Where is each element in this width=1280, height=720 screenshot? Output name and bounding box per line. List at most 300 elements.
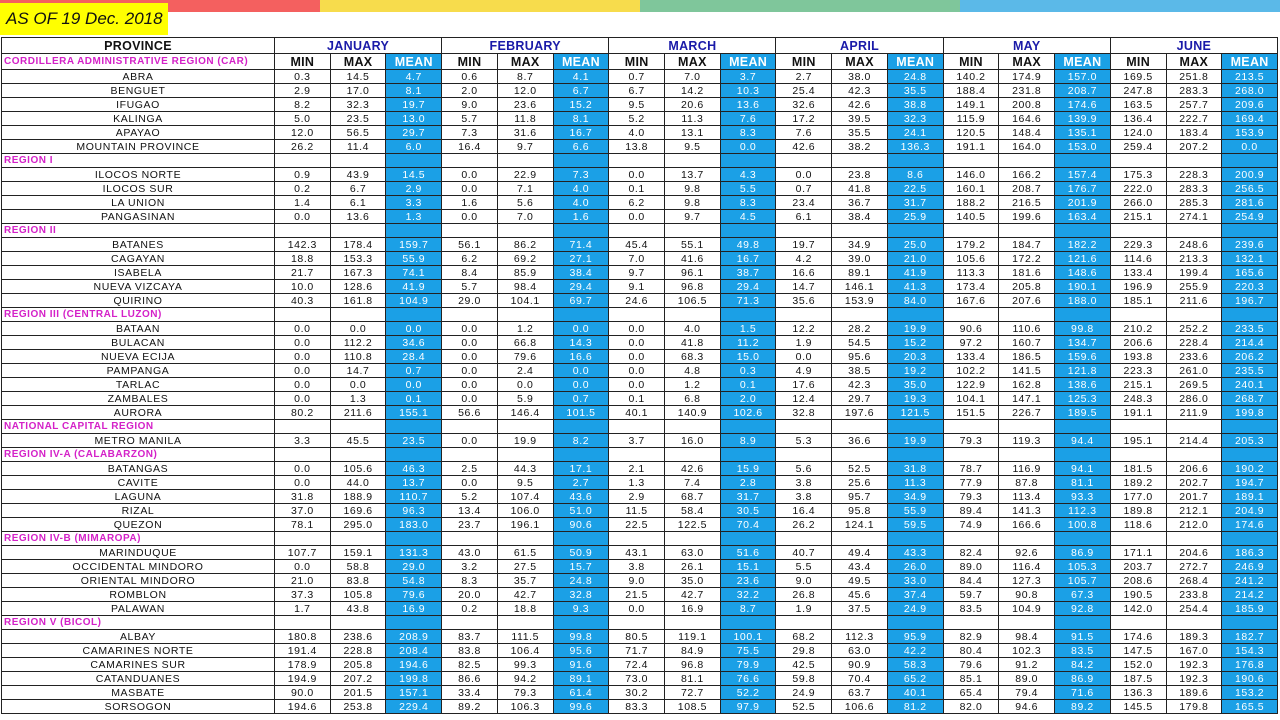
empty-cell: [275, 224, 331, 238]
max-value: 196.1: [497, 518, 553, 532]
province-name: ILOCOS SUR: [2, 182, 275, 196]
mean-value: 43.6: [553, 490, 609, 504]
empty-cell: [832, 308, 888, 322]
mean-value: 235.5: [1222, 364, 1278, 378]
mean-value: 89.2: [1055, 700, 1111, 714]
empty-cell: [330, 224, 386, 238]
month-header: FEBRUARY: [442, 38, 609, 54]
empty-cell: [330, 532, 386, 546]
max-header: MAX: [665, 54, 721, 70]
max-value: 179.8: [1166, 700, 1222, 714]
min-value: 0.0: [442, 210, 498, 224]
max-value: 112.3: [832, 630, 888, 644]
min-value: 21.0: [275, 574, 331, 588]
max-value: 81.1: [665, 672, 721, 686]
mean-value: 153.2: [1222, 686, 1278, 700]
min-value: 6.2: [609, 196, 665, 210]
mean-value: 157.1: [386, 686, 442, 700]
mean-value: 52.2: [720, 686, 776, 700]
min-value: 195.1: [1110, 434, 1166, 448]
mean-value: 105.7: [1055, 574, 1111, 588]
empty-cell: [887, 308, 943, 322]
min-value: 0.0: [609, 168, 665, 182]
min-value: 179.2: [943, 238, 999, 252]
min-value: 13.8: [609, 140, 665, 154]
max-value: 199.4: [1166, 266, 1222, 280]
empty-cell: [497, 154, 553, 168]
min-value: 25.4: [776, 84, 832, 98]
table-row: [2, 574, 1278, 588]
min-value: 0.0: [442, 378, 498, 392]
min-value: 5.2: [609, 112, 665, 126]
mean-value: 79.6: [386, 588, 442, 602]
mean-value: 131.3: [386, 546, 442, 560]
mean-header: MEAN: [1055, 54, 1111, 70]
max-value: 112.2: [330, 336, 386, 350]
min-value: 21.5: [609, 588, 665, 602]
table-row: [2, 504, 1278, 518]
mean-value: 134.7: [1055, 336, 1111, 350]
province-name: ORIENTAL MINDORO: [2, 574, 275, 588]
min-value: 78.1: [275, 518, 331, 532]
min-value: 0.0: [275, 560, 331, 574]
max-value: 23.6: [497, 98, 553, 112]
min-value: 208.6: [1110, 574, 1166, 588]
min-value: 5.0: [275, 112, 331, 126]
empty-cell: [720, 420, 776, 434]
max-value: 49.5: [832, 574, 888, 588]
mean-value: 239.6: [1222, 238, 1278, 252]
min-value: 0.0: [776, 168, 832, 182]
mean-value: 49.8: [720, 238, 776, 252]
province-name: MARINDUQUE: [2, 546, 275, 560]
max-value: 0.0: [330, 322, 386, 336]
max-value: 164.0: [999, 140, 1055, 154]
province-name: ISABELA: [2, 266, 275, 280]
region-row: [2, 420, 1278, 434]
month-header: MARCH: [609, 38, 776, 54]
min-value: 0.0: [275, 392, 331, 406]
min-value: 17.6: [776, 378, 832, 392]
min-value: 2.9: [275, 84, 331, 98]
max-value: 6.8: [665, 392, 721, 406]
max-value: 213.3: [1166, 252, 1222, 266]
min-value: 56.1: [442, 238, 498, 252]
max-value: 49.4: [832, 546, 888, 560]
empty-cell: [720, 448, 776, 462]
mean-value: 188.0: [1055, 294, 1111, 308]
province-name: ILOCOS NORTE: [2, 168, 275, 182]
mean-value: 71.3: [720, 294, 776, 308]
max-value: 95.6: [832, 350, 888, 364]
min-value: 74.9: [943, 518, 999, 532]
mean-value: 32.2: [720, 588, 776, 602]
region-label: REGION IV-A (CALABARZON): [2, 448, 275, 462]
mean-value: 19.9: [887, 434, 943, 448]
empty-cell: [1110, 154, 1166, 168]
max-value: 183.4: [1166, 126, 1222, 140]
mean-value: 70.4: [720, 518, 776, 532]
empty-cell: [386, 224, 442, 238]
mean-value: 174.6: [1222, 518, 1278, 532]
max-header: MAX: [497, 54, 553, 70]
mean-value: 135.1: [1055, 126, 1111, 140]
min-value: 14.7: [776, 280, 832, 294]
month-header: APRIL: [776, 38, 943, 54]
empty-cell: [1166, 448, 1222, 462]
mean-value: 22.5: [887, 182, 943, 196]
mean-value: 86.9: [1055, 546, 1111, 560]
max-value: 92.6: [999, 546, 1055, 560]
mean-value: 1.3: [386, 210, 442, 224]
empty-cell: [665, 224, 721, 238]
mean-value: 11.3: [887, 476, 943, 490]
max-value: 269.5: [1166, 378, 1222, 392]
min-value: 3.8: [776, 476, 832, 490]
province-name: QUIRINO: [2, 294, 275, 308]
mean-value: 30.5: [720, 504, 776, 518]
min-value: 0.0: [442, 322, 498, 336]
table-row: [2, 70, 1278, 84]
max-value: 42.6: [665, 462, 721, 476]
min-value: 45.4: [609, 238, 665, 252]
province-name: APAYAO: [2, 126, 275, 140]
max-value: 211.6: [1166, 294, 1222, 308]
table-row: [2, 658, 1278, 672]
min-value: 9.0: [442, 98, 498, 112]
empty-cell: [665, 532, 721, 546]
max-value: 9.7: [665, 210, 721, 224]
max-value: 204.6: [1166, 546, 1222, 560]
province-name: BATANES: [2, 238, 275, 252]
empty-cell: [999, 154, 1055, 168]
mean-value: 35.0: [887, 378, 943, 392]
empty-cell: [887, 448, 943, 462]
min-value: 42.5: [776, 658, 832, 672]
mean-value: 15.7: [553, 560, 609, 574]
min-value: 59.7: [943, 588, 999, 602]
mean-value: 105.3: [1055, 560, 1111, 574]
max-value: 110.6: [999, 322, 1055, 336]
empty-cell: [832, 224, 888, 238]
min-value: 7.3: [442, 126, 498, 140]
table-row: [2, 434, 1278, 448]
table-row: [2, 182, 1278, 196]
mean-value: 155.1: [386, 406, 442, 420]
max-value: 18.8: [497, 602, 553, 616]
max-value: 26.1: [665, 560, 721, 574]
min-value: 124.0: [1110, 126, 1166, 140]
mean-value: 2.7: [553, 476, 609, 490]
table-row: [2, 490, 1278, 504]
empty-cell: [665, 420, 721, 434]
max-value: 205.8: [330, 658, 386, 672]
empty-cell: [609, 420, 665, 434]
max-value: 283.3: [1166, 182, 1222, 196]
mean-value: 7.3: [553, 168, 609, 182]
min-value: 89.0: [943, 560, 999, 574]
min-value: 43.1: [609, 546, 665, 560]
empty-cell: [1055, 308, 1111, 322]
max-value: 16.9: [665, 602, 721, 616]
max-value: 189.3: [1166, 630, 1222, 644]
max-value: 113.4: [999, 490, 1055, 504]
mean-value: 165.6: [1222, 266, 1278, 280]
mean-value: 96.3: [386, 504, 442, 518]
table-row: [2, 476, 1278, 490]
mean-value: 91.6: [553, 658, 609, 672]
mean-value: 206.2: [1222, 350, 1278, 364]
region-label: REGION II: [2, 224, 275, 238]
min-value: 42.6: [776, 140, 832, 154]
min-value: 9.7: [609, 266, 665, 280]
max-value: 252.2: [1166, 322, 1222, 336]
max-value: 91.2: [999, 658, 1055, 672]
min-value: 191.1: [943, 140, 999, 154]
table-row: [2, 84, 1278, 98]
max-value: 206.6: [1166, 462, 1222, 476]
max-value: 11.4: [330, 140, 386, 154]
mean-value: 91.5: [1055, 630, 1111, 644]
max-value: 31.6: [497, 126, 553, 140]
province-name: ROMBLON: [2, 588, 275, 602]
province-name: ALBAY: [2, 630, 275, 644]
table-row: [2, 294, 1278, 308]
max-value: 7.0: [665, 70, 721, 84]
province-name: PAMPANGA: [2, 364, 275, 378]
province-name: LA UNION: [2, 196, 275, 210]
min-value: 167.6: [943, 294, 999, 308]
max-value: 68.7: [665, 490, 721, 504]
mean-value: 75.5: [720, 644, 776, 658]
mean-value: 29.4: [720, 280, 776, 294]
mean-value: 153.9: [1222, 126, 1278, 140]
empty-cell: [943, 448, 999, 462]
table-row: [2, 238, 1278, 252]
province-name: PANGASINAN: [2, 210, 275, 224]
empty-cell: [776, 224, 832, 238]
max-value: 36.7: [832, 196, 888, 210]
min-value: 5.2: [442, 490, 498, 504]
mean-value: 0.0: [553, 364, 609, 378]
region-row: [2, 308, 1278, 322]
mean-value: 16.7: [720, 252, 776, 266]
mean-value: 15.2: [553, 98, 609, 112]
mean-value: 20.3: [887, 350, 943, 364]
max-value: 35.0: [665, 574, 721, 588]
table-row: [2, 546, 1278, 560]
empty-cell: [553, 308, 609, 322]
max-value: 160.7: [999, 336, 1055, 350]
empty-cell: [999, 420, 1055, 434]
min-value: 259.4: [1110, 140, 1166, 154]
mean-value: 59.5: [887, 518, 943, 532]
min-value: 189.2: [1110, 476, 1166, 490]
month-header: MAY: [943, 38, 1110, 54]
empty-cell: [553, 616, 609, 630]
mean-value: 79.9: [720, 658, 776, 672]
mean-value: 2.0: [720, 392, 776, 406]
max-value: 42.3: [832, 84, 888, 98]
mean-value: 165.5: [1222, 700, 1278, 714]
max-value: 14.2: [665, 84, 721, 98]
province-name: PALAWAN: [2, 602, 275, 616]
min-header: MIN: [275, 54, 331, 70]
min-value: 82.4: [943, 546, 999, 560]
mean-value: 50.9: [553, 546, 609, 560]
mean-value: 121.5: [887, 406, 943, 420]
mean-value: 93.3: [1055, 490, 1111, 504]
table-row: [2, 602, 1278, 616]
mean-value: 2.9: [386, 182, 442, 196]
empty-cell: [386, 420, 442, 434]
empty-cell: [275, 616, 331, 630]
min-value: 194.9: [275, 672, 331, 686]
min-value: 169.5: [1110, 70, 1166, 84]
min-value: 35.6: [776, 294, 832, 308]
empty-cell: [275, 308, 331, 322]
mean-header: MEAN: [553, 54, 609, 70]
mean-value: 199.8: [1222, 406, 1278, 420]
mean-value: 6.7: [553, 84, 609, 98]
mean-value: 121.6: [1055, 252, 1111, 266]
mean-value: 190.2: [1222, 462, 1278, 476]
min-value: 171.1: [1110, 546, 1166, 560]
mean-value: 34.9: [887, 490, 943, 504]
top-bar-yellow: [320, 0, 640, 12]
max-value: 54.5: [832, 336, 888, 350]
empty-cell: [887, 224, 943, 238]
max-value: 1.2: [665, 378, 721, 392]
max-value: 192.3: [1166, 672, 1222, 686]
min-value: 114.6: [1110, 252, 1166, 266]
mean-value: 208.9: [386, 630, 442, 644]
min-value: 52.5: [776, 700, 832, 714]
min-value: 191.1: [1110, 406, 1166, 420]
max-value: 147.1: [999, 392, 1055, 406]
max-value: 192.3: [1166, 658, 1222, 672]
empty-cell: [832, 616, 888, 630]
min-value: 185.1: [1110, 294, 1166, 308]
max-value: 43.4: [832, 560, 888, 574]
mean-value: 15.0: [720, 350, 776, 364]
min-value: 5.7: [442, 280, 498, 294]
empty-cell: [497, 616, 553, 630]
province-name: SORSOGON: [2, 700, 275, 714]
mean-value: 4.5: [720, 210, 776, 224]
min-value: 3.2: [442, 560, 498, 574]
max-value: 205.8: [999, 280, 1055, 294]
mean-value: 174.6: [1055, 98, 1111, 112]
table-row: [2, 196, 1278, 210]
mean-value: 208.4: [386, 644, 442, 658]
max-value: 7.4: [665, 476, 721, 490]
min-value: 104.1: [943, 392, 999, 406]
min-value: 59.8: [776, 672, 832, 686]
mean-value: 8.6: [887, 168, 943, 182]
min-value: 247.8: [1110, 84, 1166, 98]
mean-value: 13.7: [386, 476, 442, 490]
min-value: 187.5: [1110, 672, 1166, 686]
mean-value: 139.9: [1055, 112, 1111, 126]
min-value: 0.0: [275, 476, 331, 490]
mean-value: 41.3: [887, 280, 943, 294]
min-value: 136.3: [1110, 686, 1166, 700]
min-value: 40.7: [776, 546, 832, 560]
mean-value: 1.5: [720, 322, 776, 336]
mean-value: 0.1: [386, 392, 442, 406]
empty-cell: [553, 154, 609, 168]
max-value: 55.1: [665, 238, 721, 252]
min-value: 12.0: [275, 126, 331, 140]
max-value: 104.1: [497, 294, 553, 308]
empty-cell: [442, 154, 498, 168]
mean-value: 229.4: [386, 700, 442, 714]
mean-value: 9.3: [553, 602, 609, 616]
subheader-row: [2, 54, 1278, 70]
table-row: [2, 322, 1278, 336]
max-value: 124.1: [832, 518, 888, 532]
min-value: 0.0: [609, 322, 665, 336]
max-value: 211.6: [330, 406, 386, 420]
empty-cell: [832, 420, 888, 434]
empty-cell: [1166, 154, 1222, 168]
empty-cell: [999, 616, 1055, 630]
mean-value: 83.5: [1055, 644, 1111, 658]
mean-value: 19.2: [887, 364, 943, 378]
empty-cell: [275, 532, 331, 546]
province-header: PROVINCE: [2, 38, 275, 54]
mean-value: 71.4: [553, 238, 609, 252]
mean-value: 213.5: [1222, 70, 1278, 84]
min-value: 1.7: [275, 602, 331, 616]
max-value: 201.7: [1166, 490, 1222, 504]
mean-value: 136.3: [887, 140, 943, 154]
min-value: 8.2: [275, 98, 331, 112]
min-value: 11.5: [609, 504, 665, 518]
min-value: 7.6: [776, 126, 832, 140]
empty-cell: [386, 154, 442, 168]
empty-cell: [1222, 448, 1278, 462]
mean-value: 58.3: [887, 658, 943, 672]
min-value: 13.4: [442, 504, 498, 518]
min-value: 145.5: [1110, 700, 1166, 714]
min-value: 24.9: [776, 686, 832, 700]
min-value: 189.8: [1110, 504, 1166, 518]
empty-cell: [553, 448, 609, 462]
max-value: 141.5: [999, 364, 1055, 378]
empty-cell: [1055, 420, 1111, 434]
empty-cell: [887, 616, 943, 630]
max-value: 197.6: [832, 406, 888, 420]
region-row: [2, 154, 1278, 168]
max-value: 87.8: [999, 476, 1055, 490]
region-row: [2, 224, 1278, 238]
mean-value: 8.3: [720, 196, 776, 210]
max-value: 140.9: [665, 406, 721, 420]
max-value: 248.6: [1166, 238, 1222, 252]
empty-cell: [330, 616, 386, 630]
max-value: 212.1: [1166, 504, 1222, 518]
min-value: 190.5: [1110, 588, 1166, 602]
table-row: [2, 630, 1278, 644]
min-value: 89.4: [943, 504, 999, 518]
empty-cell: [497, 420, 553, 434]
min-value: 2.9: [609, 490, 665, 504]
max-value: 9.5: [665, 140, 721, 154]
min-value: 9.1: [609, 280, 665, 294]
province-name: OCCIDENTAL MINDORO: [2, 560, 275, 574]
